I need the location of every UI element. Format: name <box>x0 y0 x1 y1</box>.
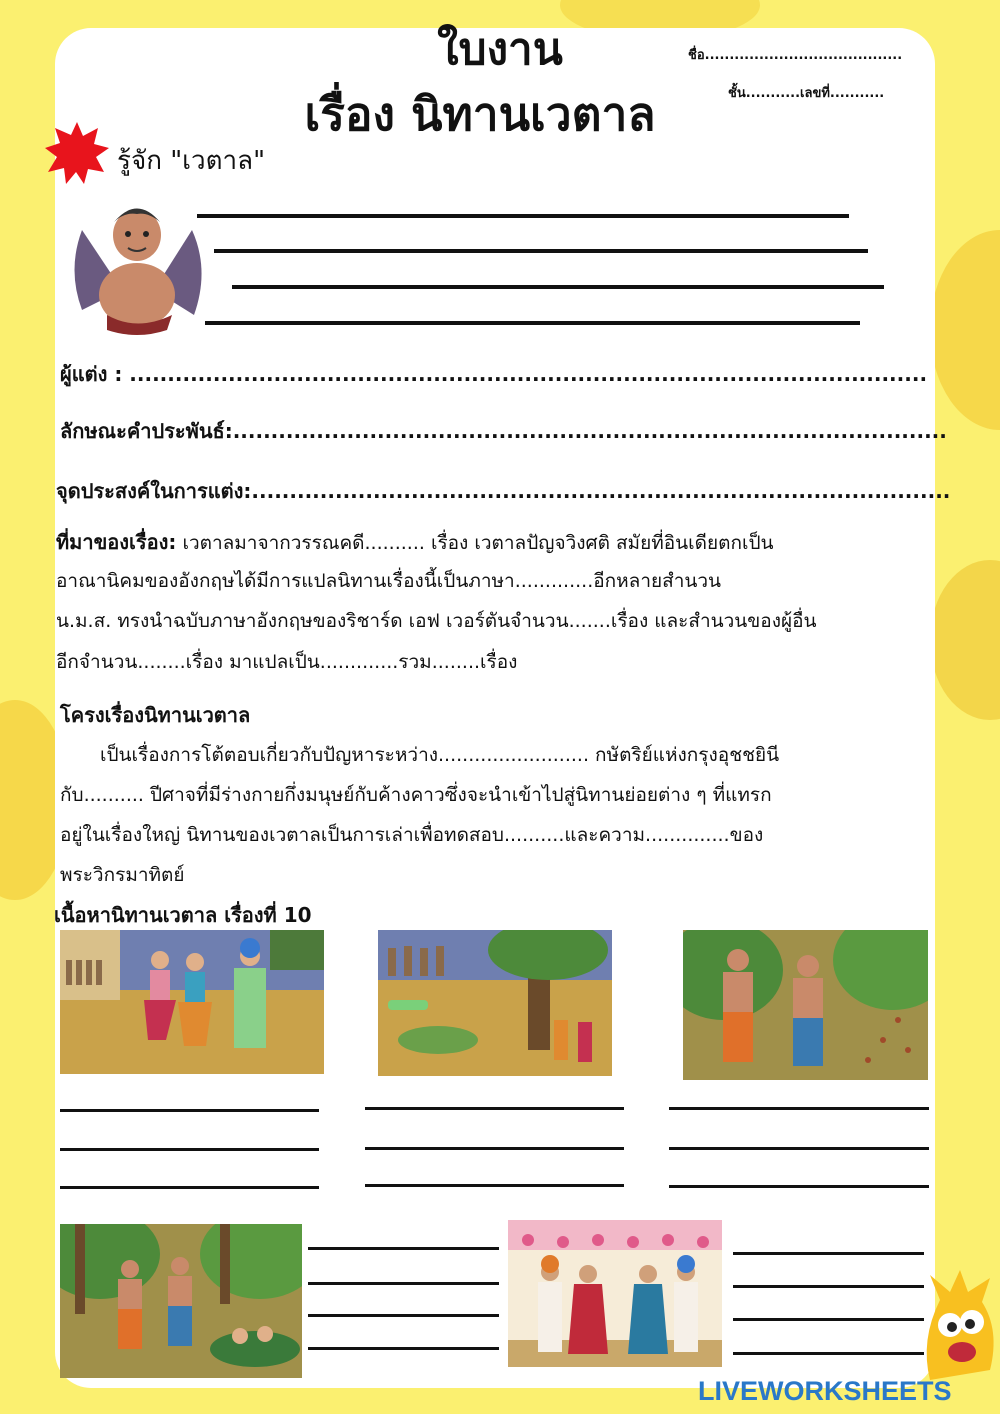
plot-heading: โครงเรื่องนิทานเวตาล <box>60 703 251 727</box>
answer-line[interactable] <box>733 1285 924 1288</box>
answer-line[interactable] <box>669 1107 929 1110</box>
page-title: ใบงาน <box>437 24 563 75</box>
liveworksheets-logo <box>698 1376 952 1407</box>
page-subtitle: เรื่อง นิทานเวตาล <box>304 87 656 141</box>
answer-line[interactable] <box>214 249 868 253</box>
answer-line[interactable] <box>733 1352 924 1355</box>
story-picture-1 <box>60 930 324 1074</box>
answer-line[interactable] <box>733 1318 924 1321</box>
answer-line[interactable] <box>365 1147 624 1150</box>
answer-line[interactable] <box>308 1347 499 1350</box>
yellow-monster-mascot-icon <box>920 1270 1000 1380</box>
class-number-field[interactable]: ชั้น...........เลขที่........... <box>728 86 885 101</box>
answer-line[interactable] <box>308 1314 499 1317</box>
plot-line: เป็นเรื่องการโต้ตอบเกี่ยวกับปัญหาระหว่าง......................... กษัตริย์แห่งกรุงอุชชยินี <box>100 744 780 766</box>
origin-line: อีกจำนวน........เรื่อง มาแปลเป็น.............รวม........เรื่อง <box>56 651 518 673</box>
answer-line[interactable] <box>365 1107 624 1110</box>
origin-line: น.ม.ส. ทรงนำฉบับภาษาอังกฤษของริชาร์ด เอฟ เวอร์ตันจำนวน.......เรื่อง และสำนวนของผู้อื่น <box>56 610 817 632</box>
plot-line: อยู่ในเรื่องใหญ่ นิทานของเวตาลเป็นการเล่าเพื่อทดสอบ..........และความ..............ของ <box>60 824 764 846</box>
story-picture-5 <box>508 1220 722 1367</box>
answer-line[interactable] <box>232 285 884 289</box>
answer-line[interactable] <box>308 1282 499 1285</box>
story-picture-2 <box>378 930 612 1076</box>
style-field[interactable]: ลักษณะคำประพันธ์:.............................................................................................. <box>60 419 947 443</box>
story-picture-4 <box>60 1224 302 1378</box>
plot-line: กับ.......... ปีศาจที่มีร่างกายกึ่งมนุษย์กับค้างคาวซึ่งจะนำเข้าไปสู่นิทานย่อยต่าง ๆ ที่แทรก <box>60 784 772 806</box>
answer-line[interactable] <box>60 1186 319 1189</box>
origin-line: อาณานิคมของอังกฤษได้มีการแปลนิทานเรื่องนี้เป็นภาษา.............อีกหลายสำนวน <box>56 570 722 592</box>
answer-line[interactable] <box>669 1185 929 1188</box>
origin-line <box>56 526 774 558</box>
story-picture-3 <box>683 930 928 1080</box>
answer-line[interactable] <box>197 214 849 218</box>
intro-heading: รู้จัก "เวตาล" <box>117 146 266 176</box>
answer-line[interactable] <box>60 1109 319 1112</box>
answer-line[interactable] <box>60 1148 319 1151</box>
story-heading: เนื้อหานิทานเวตาล เรื่องที่ 10 <box>54 903 312 927</box>
vetala-demon-illustration <box>62 190 212 340</box>
author-field[interactable]: ผู้แต่ง : ......................................................................................................... <box>60 362 928 386</box>
answer-line[interactable] <box>205 321 860 325</box>
red-starburst-icon <box>44 120 110 186</box>
answer-line[interactable] <box>669 1147 929 1150</box>
purpose-field[interactable]: จุดประสงค์ในการแต่ง:............................................................................................ <box>56 479 951 503</box>
answer-line[interactable] <box>733 1252 924 1255</box>
origin-text: เวตาลมาจากวรรณคดี.......... เรื่อง เวตาลปัญจวิงศติ สมัยที่อินเดียตกเป็น <box>176 532 774 554</box>
answer-line[interactable] <box>365 1184 624 1187</box>
name-field[interactable]: ชื่อ........................................ <box>688 48 903 63</box>
bg-blob <box>930 560 1000 720</box>
plot-line: พระวิกรมาทิตย์ <box>60 864 185 886</box>
answer-line[interactable] <box>308 1247 499 1250</box>
origin-label: ที่มาของเรื่อง: <box>56 530 177 554</box>
bg-blob <box>930 230 1000 430</box>
brand-text: LIVEWORKSHEETS <box>698 1376 952 1406</box>
